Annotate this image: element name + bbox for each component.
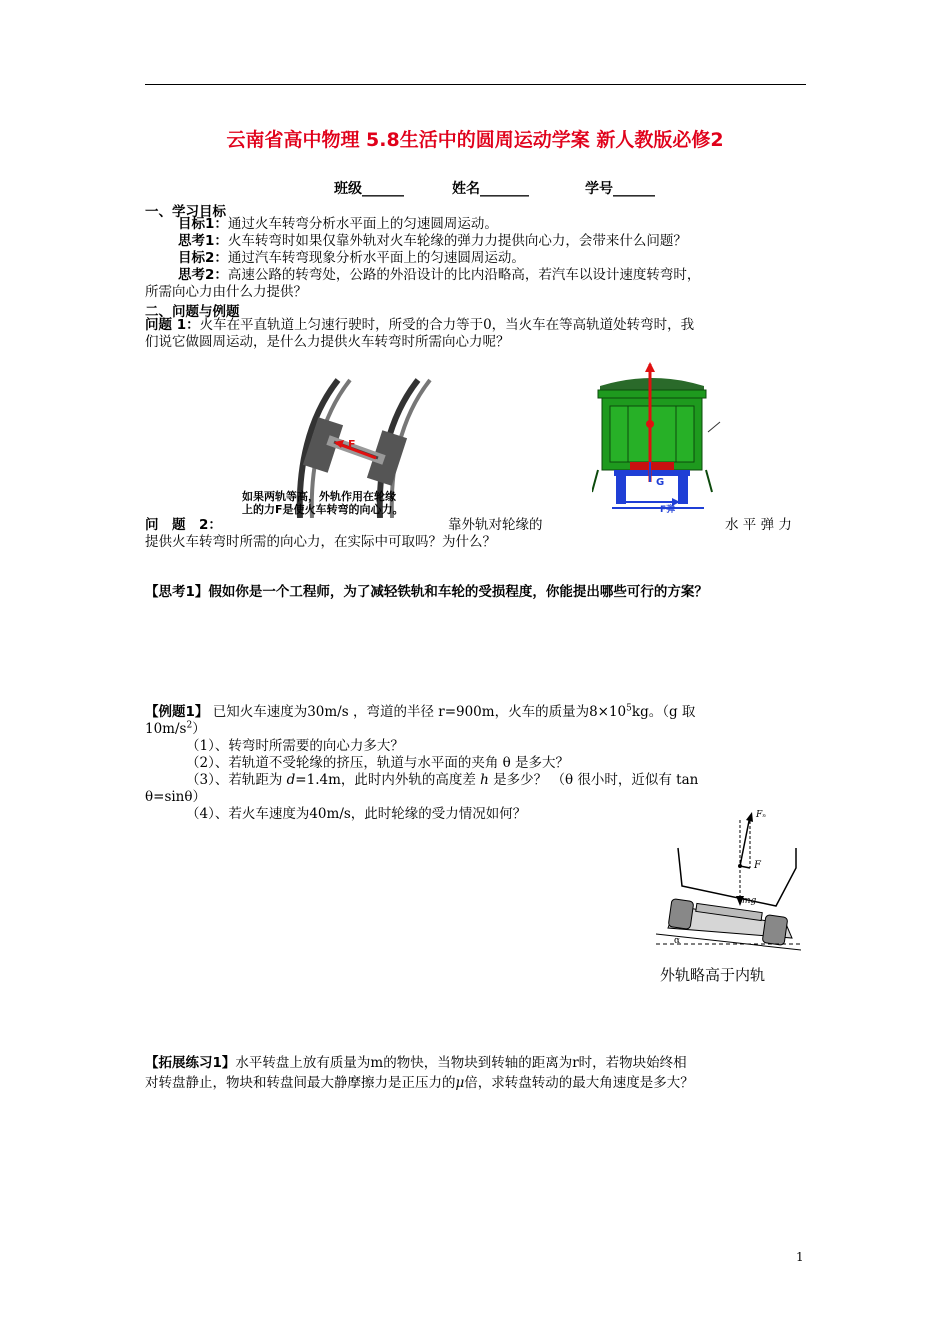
section1-heading: 一、学习目标 [145,204,226,220]
fig3-caption: 外轨略高于内轨 [660,966,766,984]
fig3-normal-force: Fₙ [756,810,766,820]
gravity-label: G [656,477,665,488]
fig3-angle: α [674,936,681,946]
question2-mid: 靠外轨对轮缘的 [448,517,543,533]
question2-cont: 提供火车转弯时所需的向心力，在实际中可取吗？为什么？ [145,534,496,550]
fig3-gravity: mg [742,896,757,906]
think2: 思考2：高速公路的转弯处，公路的外沿设计的比内沿略高，若汽车以设计速度转弯时， [178,267,701,283]
fig3-net-force: F [754,860,761,871]
question1-cont: 们说它做圆周运动，是什么力提供火车转弯时所需向心力呢？ [145,334,510,350]
force-f-label: F [348,438,356,451]
name-field: 姓名_______ [452,181,529,197]
example1-item2: （2）、若轨道不受轮缘的挤压，轨道与水平面的夹角 θ 是多大？ [186,755,570,771]
page-title: 云南省高中物理 5.8生活中的圆周运动学案 新人教版必修2 [226,129,724,151]
fig1-caption-2: 上的力F是使火车转弯的向心力。 [242,503,404,516]
section2-heading: 二、问题与例题 [145,304,240,320]
practice1-cont: 对转盘静止，物块和转盘间最大静摩擦力是正压力的μ倍，求转盘转动的最大角速度是多大？ [145,1075,694,1091]
example1-item3: （3）、若轨距为 d=1.4m，此时内外轨的高度差 h 是多少？ （θ 很小时，近似有 tan [186,772,699,788]
class-field: 班级______ [334,181,404,197]
question2-label: 问 题 2： [145,517,222,533]
page-number: 1 [796,1250,804,1264]
train-force-figure [592,362,722,522]
example1: 【例题1】 已知火车速度为30m/s ，弯道的半径 r=900m，火车的质量为$8\times 10^5kg$。（g 取 [145,703,696,720]
student-id-field: 学号______ [585,181,655,197]
example1-cont: $10m/s^2$） [145,720,206,737]
goal2: 目标2：通过汽车转弯现象分析水平面上的匀速圆周运动。 [178,250,525,266]
think2-cont: 所需向心力由什么力提供？ [145,284,307,300]
practice1: 【拓展练习1】水平转盘上放有质量为m的物快，当物块到转轴的距离为r时，若物块始终相 [145,1055,687,1071]
example1-item1: （1）、转弯时所需要的向心力多大？ [186,738,404,754]
elastic-force-label: F弹 [660,505,676,515]
goal1: 目标1：通过火车转弯分析水平面上的匀速圆周运动。 [178,216,498,232]
fig1-caption-1: 如果两轨等高，外轨作用在轮缘 [242,490,396,503]
think1: 思考1：火车转弯时如果仅靠外轨对火车轮缘的弹力力提供向心力，会带来什么问题？ [178,233,687,249]
top-rule [145,84,806,85]
question2-right: 水 平 弹 力 [725,517,792,533]
think-box-1: 【思考1】假如你是一个工程师，为了减轻铁轨和车轮的受损程度，你能提出哪些可行的方案？ [145,584,708,600]
example1-item4: （4）、若火车速度为40m/s，此时轮缘的受力情况如何？ [186,806,527,822]
example1-item3-cont: θ=sinθ） [145,789,207,805]
normal-force-label: Fₙ [630,365,641,375]
question1: 问题 1：火车在平直轨道上匀速行驶时，所受的合力等于0，当火车在等高轨道处转弯时，我 [145,317,695,333]
